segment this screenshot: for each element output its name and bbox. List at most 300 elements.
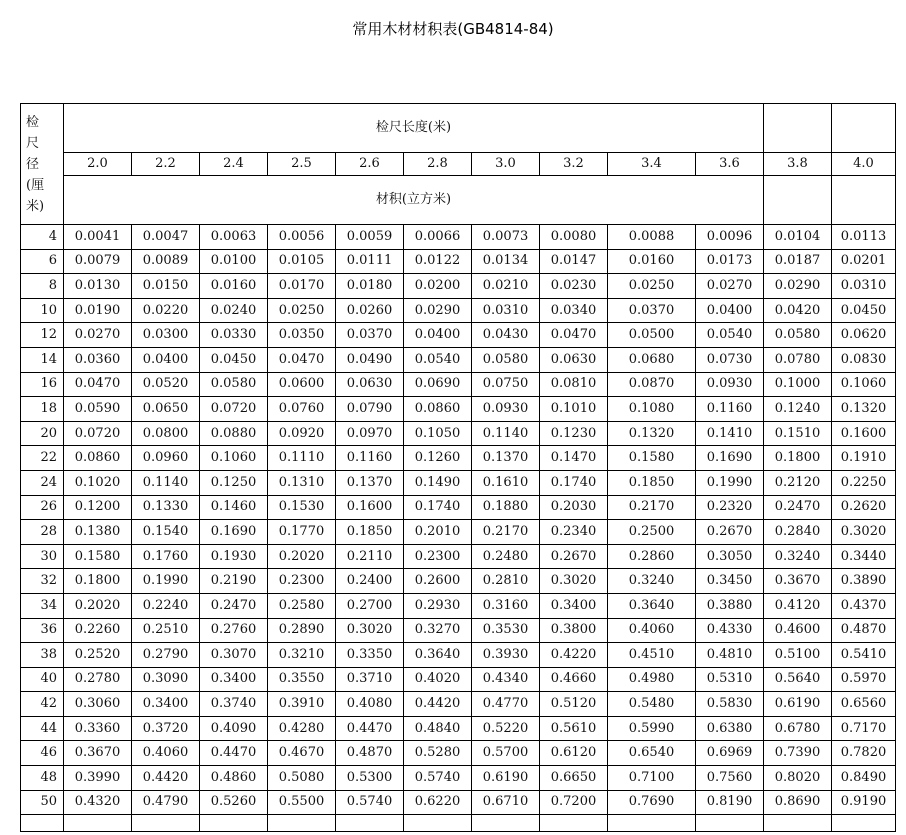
volume-cell: 0.1020 [64, 470, 132, 495]
volume-cell: 0.2020 [64, 593, 132, 618]
volume-cell: 0.1320 [608, 421, 696, 446]
diameter-cell: 42 [21, 692, 64, 717]
volume-cell: 0.0920 [268, 421, 336, 446]
volume-cell: 0.1380 [64, 520, 132, 545]
volume-cell: 0.0490 [336, 347, 404, 372]
volume-cell: 0.0590 [64, 397, 132, 422]
volume-cell: 0.2600 [404, 569, 472, 594]
volume-cell: 0.6380 [696, 716, 764, 741]
volume-cell: 0.6220 [404, 790, 472, 815]
volume-cell: 0.0830 [832, 347, 896, 372]
volume-cell: 0.7820 [832, 741, 896, 766]
volume-cell: 0.3400 [200, 667, 268, 692]
table-row [21, 421, 896, 446]
volume-cell: 0.1460 [200, 495, 268, 520]
volume-cell: 0.0760 [268, 397, 336, 422]
table-row [21, 446, 896, 471]
volume-cell: 0.4090 [200, 716, 268, 741]
volume-cell: 0.0230 [540, 274, 608, 299]
volume-cell: 0.3240 [764, 544, 832, 569]
volume-cell: 0.0860 [404, 397, 472, 422]
volume-cell: 0.1000 [764, 372, 832, 397]
volume-cell: 0.4870 [336, 741, 404, 766]
volume-cell: 0.0930 [696, 372, 764, 397]
volume-cell: 0.0066 [404, 225, 472, 250]
volume-cell: 0.6120 [540, 741, 608, 766]
volume-cell: 0.1530 [268, 495, 336, 520]
volume-cell: 0.1110 [268, 446, 336, 471]
diameter-cell: 44 [21, 716, 64, 741]
table-row [21, 741, 896, 766]
volume-cell: 0.4420 [132, 766, 200, 791]
empty-header-cell [832, 104, 896, 153]
volume-cell: 0.0250 [608, 274, 696, 299]
volume-cell: 0.5120 [540, 692, 608, 717]
volume-cell: 0.1600 [336, 495, 404, 520]
volume-cell: 0.3270 [404, 618, 472, 643]
table-row [21, 544, 896, 569]
volume-cell: 0.5260 [200, 790, 268, 815]
volume-cell: 0.2170 [472, 520, 540, 545]
volume-cell: 0.2120 [764, 470, 832, 495]
volume-cell: 0.0540 [404, 347, 472, 372]
volume-cell: 0.0370 [336, 323, 404, 348]
empty-header-cell [764, 176, 832, 225]
diameter-cell: 20 [21, 421, 64, 446]
volume-cell: 0.5830 [696, 692, 764, 717]
empty-cell [832, 815, 896, 832]
table-row [21, 249, 896, 274]
volume-cell: 0.6190 [472, 766, 540, 791]
volume-cell: 0.0540 [696, 323, 764, 348]
volume-cell: 0.0330 [200, 323, 268, 348]
volume-cell: 0.1370 [336, 470, 404, 495]
volume-cell: 0.2500 [608, 520, 696, 545]
volume-cell: 0.2010 [404, 520, 472, 545]
volume-cell: 0.5480 [608, 692, 696, 717]
diameter-cell: 38 [21, 643, 64, 668]
volume-cell: 0.1470 [540, 446, 608, 471]
volume-cell: 0.0350 [268, 323, 336, 348]
volume-cell: 0.0370 [608, 298, 696, 323]
volume-cell: 0.4220 [540, 643, 608, 668]
volume-cell: 0.4870 [832, 618, 896, 643]
volume-cell: 0.0400 [404, 323, 472, 348]
volume-cell: 0.5970 [832, 667, 896, 692]
volume-cell: 0.4060 [608, 618, 696, 643]
volume-cell: 0.3720 [132, 716, 200, 741]
length-header-3.6: 3.6 [696, 153, 764, 176]
volume-cell: 0.3400 [132, 692, 200, 717]
volume-cell: 0.0290 [764, 274, 832, 299]
volume-cell: 0.7200 [540, 790, 608, 815]
volume-cell: 0.0089 [132, 249, 200, 274]
volume-cell: 0.5310 [696, 667, 764, 692]
volume-cell: 0.4280 [268, 716, 336, 741]
table-row [21, 520, 896, 545]
diameter-cell: 4 [21, 225, 64, 250]
volume-cell: 0.3640 [608, 593, 696, 618]
volume-cell: 0.1160 [696, 397, 764, 422]
volume-cell: 0.0650 [132, 397, 200, 422]
volume-cell: 0.0290 [404, 298, 472, 323]
empty-cell [336, 815, 404, 832]
volume-cell: 0.6190 [764, 692, 832, 717]
volume-cell: 0.0170 [268, 274, 336, 299]
volume-cell: 0.7170 [832, 716, 896, 741]
volume-cell: 0.2510 [132, 618, 200, 643]
volume-cell: 0.1540 [132, 520, 200, 545]
volume-cell: 0.0470 [540, 323, 608, 348]
volume-cell: 0.0310 [832, 274, 896, 299]
table-row [21, 667, 896, 692]
volume-cell: 0.0860 [64, 446, 132, 471]
diameter-cell: 50 [21, 790, 64, 815]
volume-cell: 0.0450 [200, 347, 268, 372]
volume-cell: 0.0180 [336, 274, 404, 299]
volume-cell: 0.2260 [64, 618, 132, 643]
volume-cell: 0.0870 [608, 372, 696, 397]
volume-cell: 0.2760 [200, 618, 268, 643]
volume-cell: 0.1080 [608, 397, 696, 422]
diameter-cell: 22 [21, 446, 64, 471]
volume-cell: 0.3160 [472, 593, 540, 618]
empty-cell [404, 815, 472, 832]
volume-cell: 0.3020 [336, 618, 404, 643]
page-title: 常用木材材积表(GB4814-84) [352, 20, 554, 38]
volume-cell: 0.2300 [268, 569, 336, 594]
volume-cell: 0.1050 [404, 421, 472, 446]
volume-cell: 0.5100 [764, 643, 832, 668]
table-row [21, 716, 896, 741]
volume-cell: 0.2240 [132, 593, 200, 618]
volume-cell: 0.1930 [200, 544, 268, 569]
volume-cell: 0.1490 [404, 470, 472, 495]
diameter-cell: 46 [21, 741, 64, 766]
volume-cell: 0.0630 [336, 372, 404, 397]
volume-cell: 0.0056 [268, 225, 336, 250]
length-header-2.6: 2.6 [336, 153, 404, 176]
volume-cell: 0.0122 [404, 249, 472, 274]
volume-cell: 0.2580 [268, 593, 336, 618]
volume-cell: 0.1010 [540, 397, 608, 422]
volume-cell: 0.1580 [608, 446, 696, 471]
volume-cell: 0.4810 [696, 643, 764, 668]
volume-cell: 0.3070 [200, 643, 268, 668]
empty-cell [540, 815, 608, 832]
volume-cell: 0.4080 [336, 692, 404, 717]
volume-cell: 0.4670 [268, 741, 336, 766]
length-header-3.4: 3.4 [608, 153, 696, 176]
length-header-cell: 检尺长度(米) [64, 104, 764, 153]
volume-cell: 0.4510 [608, 643, 696, 668]
diameter-cell: 34 [21, 593, 64, 618]
diameter-cell: 28 [21, 520, 64, 545]
volume-cell: 0.1690 [200, 520, 268, 545]
table-row [21, 397, 896, 422]
volume-cell: 0.1200 [64, 495, 132, 520]
volume-cell: 0.4420 [404, 692, 472, 717]
volume-cell: 0.4980 [608, 667, 696, 692]
volume-cell: 0.3210 [268, 643, 336, 668]
volume-cell: 0.0130 [64, 274, 132, 299]
volume-cell: 0.7390 [764, 741, 832, 766]
volume-cell: 0.0200 [404, 274, 472, 299]
volume-cell: 0.2470 [200, 593, 268, 618]
header-row-length-label [21, 104, 896, 153]
volume-cell: 0.0270 [64, 323, 132, 348]
volume-cell: 0.1160 [336, 446, 404, 471]
volume-cell: 0.5610 [540, 716, 608, 741]
volume-cell: 0.0720 [64, 421, 132, 446]
volume-cell: 0.4600 [764, 618, 832, 643]
length-header-2.0: 2.0 [64, 153, 132, 176]
table-row [21, 225, 896, 250]
volume-cell: 0.0310 [472, 298, 540, 323]
diameter-cell: 18 [21, 397, 64, 422]
diameter-cell: 40 [21, 667, 64, 692]
empty-header-cell [832, 176, 896, 225]
volume-table [20, 103, 896, 832]
empty-header-cell [764, 104, 832, 153]
table-row-empty [21, 815, 896, 832]
volume-cell: 0.3910 [268, 692, 336, 717]
volume-cell: 0.0580 [472, 347, 540, 372]
volume-cell: 0.3670 [764, 569, 832, 594]
volume-cell: 0.2400 [336, 569, 404, 594]
header-row-lengths [21, 153, 896, 176]
volume-cell: 0.3990 [64, 766, 132, 791]
empty-cell [132, 815, 200, 832]
diameter-cell: 6 [21, 249, 64, 274]
volume-cell: 0.3800 [540, 618, 608, 643]
volume-cell: 0.0088 [608, 225, 696, 250]
volume-cell: 0.3640 [404, 643, 472, 668]
volume-cell: 0.1260 [404, 446, 472, 471]
volume-cell: 0.4470 [336, 716, 404, 741]
volume-cell: 0.1760 [132, 544, 200, 569]
volume-cell: 0.1060 [200, 446, 268, 471]
volume-cell: 0.3400 [540, 593, 608, 618]
volume-cell: 0.0790 [336, 397, 404, 422]
volume-cell: 0.0360 [64, 347, 132, 372]
volume-cell: 0.5220 [472, 716, 540, 741]
volume-cell: 0.0730 [696, 347, 764, 372]
volume-cell: 0.5410 [832, 643, 896, 668]
volume-cell: 0.1610 [472, 470, 540, 495]
table-row [21, 766, 896, 791]
table-row [21, 495, 896, 520]
volume-cell: 0.1770 [268, 520, 336, 545]
volume-cell: 0.6560 [832, 692, 896, 717]
diameter-cell: 32 [21, 569, 64, 594]
length-header-3.2: 3.2 [540, 153, 608, 176]
volume-cell: 0.0270 [696, 274, 764, 299]
volume-cell: 0.0300 [132, 323, 200, 348]
volume-cell: 0.0047 [132, 225, 200, 250]
volume-cell: 0.0260 [336, 298, 404, 323]
volume-cell: 0.1230 [540, 421, 608, 446]
empty-cell [200, 815, 268, 832]
volume-cell: 0.1370 [472, 446, 540, 471]
volume-cell: 0.1800 [764, 446, 832, 471]
volume-cell: 0.0630 [540, 347, 608, 372]
volume-cell: 0.1510 [764, 421, 832, 446]
volume-cell: 0.4330 [696, 618, 764, 643]
empty-cell [472, 815, 540, 832]
volume-cell: 0.4340 [472, 667, 540, 692]
volume-cell: 0.0105 [268, 249, 336, 274]
volume-cell: 0.1310 [268, 470, 336, 495]
volume-cell: 0.2110 [336, 544, 404, 569]
volume-cell: 0.6780 [764, 716, 832, 741]
volume-cell: 0.0470 [268, 347, 336, 372]
volume-cell: 0.0096 [696, 225, 764, 250]
volume-cell: 0.4470 [200, 741, 268, 766]
volume-cell: 0.2340 [540, 520, 608, 545]
volume-cell: 0.4790 [132, 790, 200, 815]
volume-cell: 0.5280 [404, 741, 472, 766]
volume-cell: 0.0340 [540, 298, 608, 323]
volume-cell: 0.0041 [64, 225, 132, 250]
volume-cell: 0.3440 [832, 544, 896, 569]
volume-cell: 0.0620 [832, 323, 896, 348]
volume-cell: 0.1990 [132, 569, 200, 594]
volume-cell: 0.1580 [64, 544, 132, 569]
volume-cell: 0.4860 [200, 766, 268, 791]
volume-cell: 0.2170 [608, 495, 696, 520]
volume-cell: 0.2840 [764, 520, 832, 545]
volume-cell: 0.2790 [132, 643, 200, 668]
volume-cell: 0.2020 [268, 544, 336, 569]
volume-cell: 0.7690 [608, 790, 696, 815]
diameter-cell: 30 [21, 544, 64, 569]
volume-cell: 0.0400 [132, 347, 200, 372]
volume-cell: 0.1600 [832, 421, 896, 446]
volume-cell: 0.6969 [696, 741, 764, 766]
volume-cell: 0.3530 [472, 618, 540, 643]
volume-cell: 0.0111 [336, 249, 404, 274]
volume-cell: 0.9190 [832, 790, 896, 815]
volume-cell: 0.5740 [404, 766, 472, 791]
volume-cell: 0.3060 [64, 692, 132, 717]
empty-cell [764, 815, 832, 832]
volume-cell: 0.1990 [696, 470, 764, 495]
volume-cell: 0.5500 [268, 790, 336, 815]
volume-cell: 0.2780 [64, 667, 132, 692]
volume-cell: 0.1140 [472, 421, 540, 446]
volume-cell: 0.1140 [132, 470, 200, 495]
volume-cell: 0.0970 [336, 421, 404, 446]
volume-cell: 0.3740 [200, 692, 268, 717]
volume-cell: 0.0580 [200, 372, 268, 397]
volume-cell: 0.4840 [404, 716, 472, 741]
diameter-cell: 36 [21, 618, 64, 643]
empty-cell [608, 815, 696, 832]
volume-cell: 0.7100 [608, 766, 696, 791]
volume-cell: 0.4320 [64, 790, 132, 815]
volume-cell: 0.0187 [764, 249, 832, 274]
table-row [21, 298, 896, 323]
volume-cell: 0.0063 [200, 225, 268, 250]
volume-cell: 0.5300 [336, 766, 404, 791]
length-header-3.8: 3.8 [764, 153, 832, 176]
volume-cell: 0.1240 [764, 397, 832, 422]
table-row [21, 372, 896, 397]
volume-cell: 0.0134 [472, 249, 540, 274]
length-header-2.2: 2.2 [132, 153, 200, 176]
volume-cell: 0.0079 [64, 249, 132, 274]
table-row [21, 569, 896, 594]
empty-cell [21, 815, 64, 832]
volume-cell: 0.3710 [336, 667, 404, 692]
volume-cell: 0.1410 [696, 421, 764, 446]
table-row [21, 470, 896, 495]
volume-cell: 0.1800 [64, 569, 132, 594]
volume-cell: 0.2190 [200, 569, 268, 594]
table-row [21, 790, 896, 815]
volume-cell: 0.1740 [404, 495, 472, 520]
diameter-cell: 8 [21, 274, 64, 299]
volume-cell: 0.4770 [472, 692, 540, 717]
volume-cell: 0.0680 [608, 347, 696, 372]
empty-cell [64, 815, 132, 832]
volume-cell: 0.3090 [132, 667, 200, 692]
volume-cell: 0.0720 [200, 397, 268, 422]
diameter-cell: 24 [21, 470, 64, 495]
table-body [21, 104, 896, 832]
volume-cell: 0.2250 [832, 470, 896, 495]
volume-cell: 0.0400 [696, 298, 764, 323]
volume-cell: 0.2670 [696, 520, 764, 545]
volume-cell: 0.2670 [540, 544, 608, 569]
volume-cell: 0.0450 [832, 298, 896, 323]
volume-cell: 0.6540 [608, 741, 696, 766]
volume-cell: 0.0190 [64, 298, 132, 323]
volume-cell: 0.2300 [404, 544, 472, 569]
volume-cell: 0.2320 [696, 495, 764, 520]
volume-cell: 0.3550 [268, 667, 336, 692]
volume-cell: 0.1850 [608, 470, 696, 495]
volume-cell: 0.2860 [608, 544, 696, 569]
volume-cell: 0.8020 [764, 766, 832, 791]
volume-cell: 0.0880 [200, 421, 268, 446]
table-row [21, 618, 896, 643]
length-header-2.5: 2.5 [268, 153, 336, 176]
table-row [21, 643, 896, 668]
table-row [21, 692, 896, 717]
volume-cell: 0.2620 [832, 495, 896, 520]
volume-cell: 0.4120 [764, 593, 832, 618]
volume-cell: 0.1880 [472, 495, 540, 520]
volume-cell: 0.1250 [200, 470, 268, 495]
volume-cell: 0.3880 [696, 593, 764, 618]
diameter-cell: 14 [21, 347, 64, 372]
volume-cell: 0.8190 [696, 790, 764, 815]
volume-cell: 0.0430 [472, 323, 540, 348]
volume-cell: 0.0080 [540, 225, 608, 250]
diameter-header-cell [21, 104, 64, 225]
volume-cell: 0.5640 [764, 667, 832, 692]
diameter-cell: 26 [21, 495, 64, 520]
table-row [21, 274, 896, 299]
empty-cell [268, 815, 336, 832]
volume-cell: 0.0520 [132, 372, 200, 397]
table-row [21, 593, 896, 618]
volume-cell: 0.3450 [696, 569, 764, 594]
volume-cell: 0.0100 [200, 249, 268, 274]
volume-cell: 0.2030 [540, 495, 608, 520]
